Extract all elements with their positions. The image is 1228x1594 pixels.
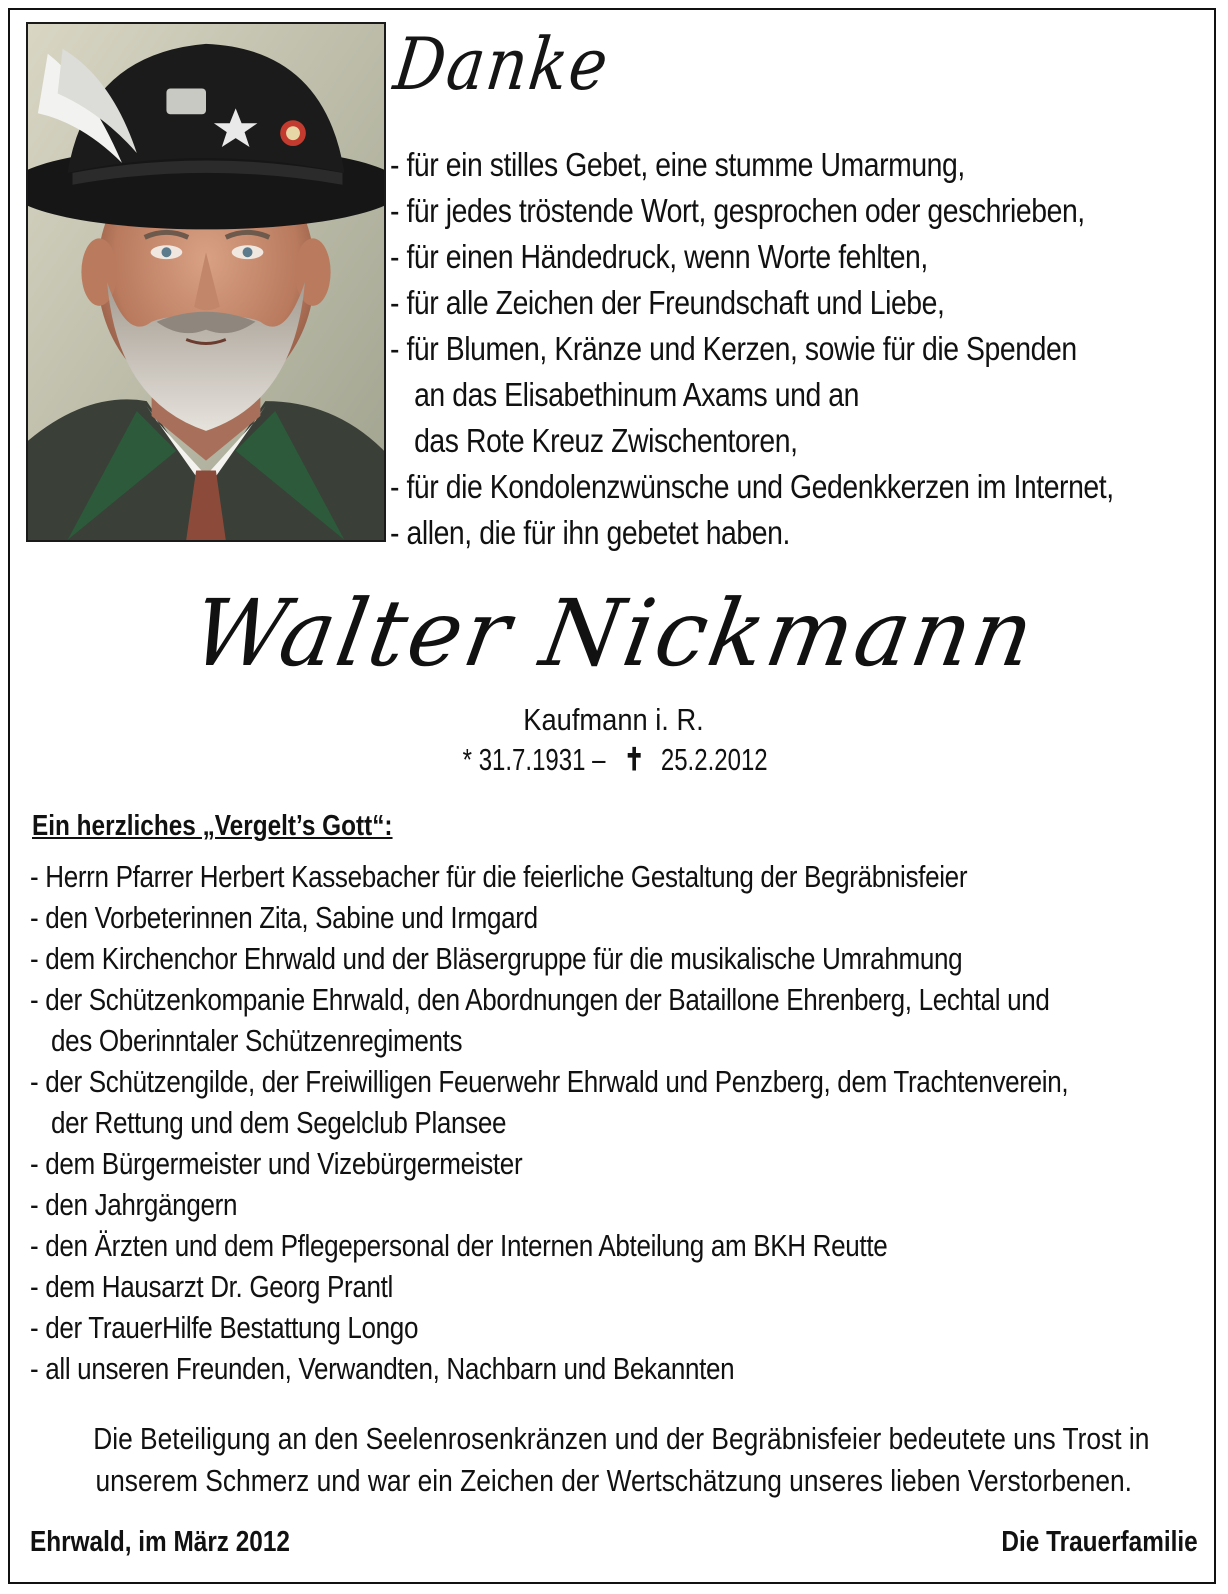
gott-line: - dem Bürgermeister und Vizebürgermeister xyxy=(30,1146,523,1181)
gott-line: - den Vorbeterinnen Zita, Sabine und Irmgard xyxy=(30,900,538,935)
closing-line: unserem Schmerz und war ein Zeichen der Wertschätzung unseres lieben Verstorbenen. xyxy=(95,1463,1133,1498)
life-dates-text xyxy=(453,742,775,778)
profession-text: Kaufmann i. R. xyxy=(523,702,705,737)
gott-line: - den Ärzten und dem Pflegepersonal der Internen Abteilung am BKH Reutte xyxy=(30,1228,888,1263)
gott-line: - dem Kirchenchor Ehrwald und der Bläsergruppe für die musikalische Umrahmung xyxy=(30,941,963,976)
life-dates xyxy=(0,742,1228,778)
closing-paragraph xyxy=(0,1418,1228,1502)
gott-line: - all unseren Freunden, Verwandten, Nachbarn und Bekannten xyxy=(30,1351,735,1386)
deceased-name xyxy=(0,580,1228,687)
birth-date: * 31.7.1931 – xyxy=(462,742,606,777)
vergelts-gott-heading: Ein herzliches „Vergelt’s Gott“: xyxy=(32,810,393,842)
closing-line: Die Beteiligung an den Seelenrosenkränzen und der Begräbnisfeier bedeutete uns Trost in xyxy=(93,1421,1150,1456)
death-date: 25.2.2012 xyxy=(660,742,768,777)
gott-line: - den Jahrgängern xyxy=(30,1187,238,1222)
thanks-line-continuation: das Rote Kreuz Zwischentoren, xyxy=(414,422,798,459)
thanks-line: - für Blumen, Kränze und Kerzen, sowie für die Spenden xyxy=(390,330,1077,367)
thanks-line: - für die Kondolenzwünsche und Gedenkkerzen im Internet, xyxy=(390,468,1114,505)
portrait-photo xyxy=(26,22,386,542)
gott-line-continuation: des Oberinntaler Schützenregiments xyxy=(51,1023,463,1058)
gott-line: - der TrauerHilfe Bestattung Longo xyxy=(30,1310,419,1345)
thanks-list xyxy=(390,142,1114,556)
gott-line: - Herrn Pfarrer Herbert Kassebacher für die feierliche Gestaltung der Begräbnisfeier xyxy=(30,859,968,894)
thanks-line: - allen, die für ihn gebetet haben. xyxy=(390,514,790,551)
gott-line: - dem Hausarzt Dr. Georg Prantl xyxy=(30,1269,393,1304)
signature: Die Trauerfamilie xyxy=(1001,1526,1198,1558)
thanks-line: - für jedes tröstende Wort, gesprochen oder geschrieben, xyxy=(390,192,1085,229)
place-date: Ehrwald, im März 2012 xyxy=(30,1526,290,1558)
gott-line: - der Schützenkompanie Ehrwald, den Abordnungen der Bataillone Ehrenberg, Lechtal und xyxy=(30,982,1050,1017)
vergelts-gott-list xyxy=(30,856,1069,1389)
profession xyxy=(0,702,1228,738)
thanks-line: - für ein stilles Gebet, eine stumme Umarmung, xyxy=(390,146,965,183)
gott-line-continuation: der Rettung und dem Segelclub Plansee xyxy=(51,1105,507,1140)
thanks-line: - für alle Zeichen der Freundschaft und Liebe, xyxy=(390,284,945,321)
danke-title: Danke xyxy=(389,22,615,106)
thanks-line: - für einen Händedruck, wenn Worte fehlten, xyxy=(390,238,928,275)
deceased-name-text: Walter Nickmann xyxy=(184,580,1044,687)
thanks-line-continuation: an das Elisabethinum Axams und an xyxy=(414,376,859,413)
cross-icon: ✝ xyxy=(624,742,645,777)
gott-line: - der Schützengilde, der Freiwilligen Feuerwehr Ehrwald und Penzberg, dem Trachtenverein, xyxy=(30,1064,1069,1099)
